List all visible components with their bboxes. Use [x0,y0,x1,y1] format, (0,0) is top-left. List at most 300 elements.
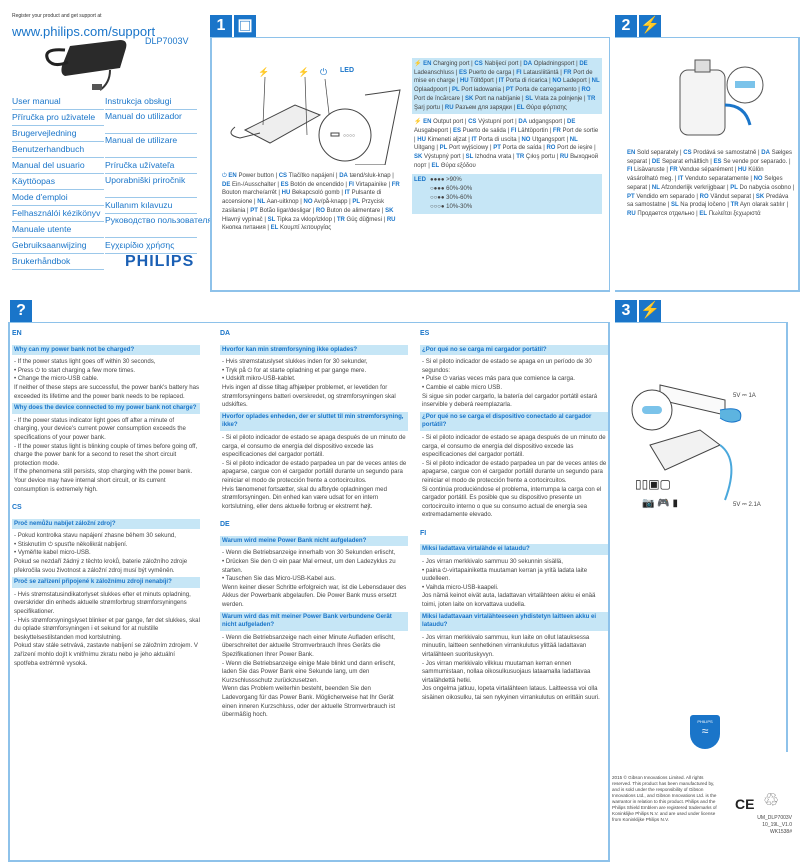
separator: | [380,207,386,214]
separator: | [460,154,466,161]
faq-question: ¿Por qué no se carga el dispositivo conectado al cargador portátil? [420,412,608,431]
translation: Ladeanschluss [414,69,455,76]
faq-question: Why does the device connected to my power bank not charge? [12,403,200,414]
faq-question: Miksi ladattavaan virtalähteeseen yhdistetyn laitteen akku ei lataudu? [420,612,608,631]
language-code: RU [444,104,454,111]
separator: | [756,150,762,156]
faq-answer-line: - Wenn die Betriebsanzeige nach einer Minute Aufladen erlischt, überschreitet der aktuelle Stromverbrauch Ihres Geräts die Spezifikationen Ihrer Power Bank. [222,633,395,658]
language-code: DE [567,119,576,126]
language-code: NL [569,136,578,143]
separator: | [547,78,553,85]
svg-text:📷 🎮 ▮: 📷 🎮 ▮ [642,498,678,509]
language-heading: DA [220,330,231,337]
charging-port-icon: ⚡ [414,61,424,67]
separator: | [447,87,452,94]
led-dots-icon: ○○○● [430,204,447,211]
led-level-label: 60%-90% [446,186,473,193]
language-code: TR [730,202,739,209]
language-code: PT [627,193,635,200]
faq-answer-line: - Si el piloto indicador de estado se apaga en un período de 30 segundos: [422,358,592,374]
charging-icon: ⚡ [639,15,661,37]
separator: | [541,145,547,152]
translation: Porta di uscita [478,136,517,143]
language-code: CS [468,119,477,126]
translation: Vrata za polnjenje [534,95,583,102]
language-link[interactable]: Uporabniški priročnik [105,174,197,198]
separator: | [784,202,789,209]
language-code: SL [465,154,474,161]
language-link[interactable]: User manual [12,94,104,110]
translation: Продается отдельно [637,210,695,217]
language-link[interactable]: Příručka pro uživatele [12,110,104,126]
separator: | [440,104,445,111]
translation: Selges separat [627,176,783,191]
translation: Aan-uitknop [266,199,299,206]
language-code: FI [348,181,354,188]
separator: | [386,181,392,188]
language-link[interactable]: Manual do utilizador [105,110,197,134]
separator: | [647,158,652,165]
translation: Nabíjecí port [484,61,519,67]
separator: | [343,181,349,188]
translation: Charging port [433,61,470,67]
translation: Botão ligar/desligar [259,207,311,214]
ce-mark: CE [735,796,755,812]
faq-question: Hvorfor kan min strømforsyning ikke oplades? [220,345,408,356]
language-code: RO [581,87,591,94]
separator: | [252,199,258,206]
language-code: EL [431,162,440,169]
translation: Ayrı olarak satılır [739,202,785,209]
language-heading: FI [420,529,427,537]
faq-answer-line: - Jos virran merkkivalo sammuu 30 sekunnin sisällä, [422,558,563,566]
separator: | [576,87,582,94]
translation: Lisävaruste [634,167,665,174]
separator: | [678,150,684,156]
led-level-label: 10%-30% [446,204,473,211]
language-code: TR [336,216,345,223]
led-legend [412,174,602,214]
translation: Πωλείται ξεχωριστά [708,210,761,217]
language-code: HU [459,78,469,85]
svg-text:⚡: ⚡ [258,67,270,77]
led-level-label: >90% [446,177,462,184]
translation: Prodává se samostatně [693,150,757,156]
faq-answer-line: • Vaihda micro-USB-kaapeli. [422,583,499,591]
separator: | [708,158,714,165]
faq-answer-line: - Hvis strømstatusindikatorlyset slukkes efter et minuts opladning, overskrider din enheds aktuelle strømforbrug strømforsyningens specifikationer. [14,590,191,616]
support-url[interactable]: www.philips.com/support [12,24,156,39]
separator: | [426,162,432,169]
separator: | [273,173,279,179]
language-code: IT [677,176,684,183]
separator: | [558,69,564,76]
language-link[interactable]: Mode d'emploi [12,190,104,206]
separator: | [463,119,469,126]
translation: Venduto separatamente [684,176,749,183]
faq-question: ¿Por qué no se carga mi cargador portátil? [420,345,608,356]
language-code: ES [713,158,722,165]
language-link[interactable]: Instrukcja obsługi [105,94,197,110]
faq-answer-line: - Wenn die Betriebsanzeige einige Male blinkt und dann erlischt, laden Sie das Power Bank eine Sekunde lang, um den Kurzschlussschutz zurückzusetzen. [222,659,396,684]
language-code: DE [222,181,231,188]
faq-question: Why can my power bank not be charged? [12,345,200,356]
separator: | [725,202,731,209]
translation: Do nabycia osobno [739,184,791,191]
separator: | [276,190,282,197]
faq-section-cs [12,504,200,668]
translation: Tlačítko napájení [288,173,335,179]
language-code: IT [498,78,505,85]
language-code: SK [385,207,394,214]
svg-text:○○○○: ○○○○ [343,133,356,139]
translation: Θύρα φόρτισης [526,104,567,111]
power-button-legend [222,172,402,233]
language-code: CS [683,150,692,156]
faq-answer-line: • Pulse ⏻ varias veces más para que comience la carga. [422,375,575,383]
separator: | [339,190,345,197]
faq-answer-line: Si continúa produciéndose el problema, interrumpa la carga con el cargador portátil. Es posible que su dispositivo presente un cortocircuito interno o que su consumo actual de energía sea extremadamente elevado. [422,485,602,519]
separator: | [564,136,570,143]
language-code: DA [339,173,348,179]
document-codes [740,815,792,836]
translation: Bekapcsoló gomb [291,190,340,197]
translation: Buton de alimentare [326,207,381,214]
separator: | [331,216,337,223]
language-code: EL [699,210,708,217]
led-level-row [430,185,472,194]
faq-question: Proč se zařízení připojené k záložnímu zdroji nenabíjí? [12,577,200,588]
language-code: NO [753,176,763,183]
language-link[interactable]: Руководство пользователя [105,214,197,238]
translation: Töltőport [470,78,494,85]
output-spec-label: 5V ⎓ 2.1A [733,502,761,508]
separator: | [381,216,387,223]
separator: | [562,119,567,126]
language-code: SK [755,193,765,200]
translation: Na prodaj ločeno [680,202,726,209]
sold-separately-legend [627,149,795,219]
language-link[interactable]: Felhasználói kézikönyv [12,206,104,222]
language-link[interactable]: Manual del usuario [12,158,104,174]
separator: | [262,216,268,223]
faq-answer-line: - Hvis strømforsyningslyset blinker et par gange, før det slukkes, skal du oplade strømforsyningen i et sekund for at nulstille beskyttelsestilstanden mod kortslutning. [14,616,200,641]
step-number: 2 [615,15,637,37]
language-link[interactable]: Εγχειρίδιο χρήσης [105,238,197,254]
separator: | [666,202,671,209]
translation: Port wyjściowy [448,145,489,152]
faq-answer-line: Hvis fænomenet fortsætter, skal du afbryde opladningen med strømforsyningen. Din enhed kan være udsat for en intern kortslutning, eller dens aktuelle forbrug er ekstremt højt. [222,485,387,510]
faq-answer-line: If the phenomena still persists, stop charging with the power bank. Your device may have internal short circuit, or its current consumption is extremely high. [14,468,193,493]
separator: | [592,145,596,152]
translation: Кнопка питания [222,225,266,232]
step-number: 3 [615,300,637,322]
translation: Se vende por separado. [723,158,788,165]
doc-code: 10_19L_V1.0 [762,822,792,828]
faq-answer-line: Jos nämä keinot eivät auta, ladattavan virtalähteen akku ei enää toimi, joten laite on korvattava uudella. [422,592,596,609]
translation: Bouton marche/arrêt [222,190,277,197]
faq-answer-line: - Jos virran merkkivalo vilkkuu muutaman kerran ennen sammumistaan, nollaa oikosulkusuojaus lataamalla ladattavaa virtalähdettä hetki. [422,659,591,684]
philips-logo: PHILIPS [125,253,195,270]
faq-question: Warum wird meine Power Bank nicht aufgeladen? [220,536,408,547]
translation: Tipka za vklop/izklop [276,216,332,223]
translation: Kimeneti aljzat [427,136,467,143]
faq-answer-line: • Tryk på ⏻ for at starte opladning et par gange mere. [222,366,367,374]
language-link[interactable]: Príručka užívateľa [105,158,197,174]
faq-section-de [220,521,408,719]
translation: Virtapainike [355,181,387,188]
faq-answer-line: If neither of these steps are successful, the power bank's battery has exceeded its lifetime and the power bank needs to be replaced. [14,383,200,400]
separator: | [488,145,494,152]
svg-text:⚡: ⚡ [298,67,310,77]
language-code: EN [228,173,237,179]
led-level-row [430,176,472,185]
language-link[interactable]: Kullanım kılavuzu [105,198,197,214]
language-code: ES [280,181,289,188]
faq-header [10,300,32,322]
language-code: RU [627,210,636,217]
translation: Port de ieșire [557,145,593,152]
language-code: CS [474,61,483,67]
language-link[interactable]: Benutzerhandbuch [12,142,104,158]
led-legend-label: LED [414,177,426,184]
unbox-icon: ▣ [234,15,256,37]
shield-brand: PHILIPS [697,719,713,724]
translation: Port de mise en charge [414,69,593,85]
language-code: FI [516,69,522,76]
translation: Sold separately [637,150,679,156]
separator: | [673,176,678,183]
faq-question: Miksi ladattava virtalähde ei lataudu? [420,544,608,555]
language-code: SL [525,95,533,102]
separator: | [790,184,795,191]
faq-answer-line: Si sigue sin poder cargarlo, la batería del cargador portátil estará inservible y deberá reemplazarla. [422,392,598,409]
language-code: NL [651,184,660,191]
translation: Port de sortie [562,127,599,134]
power-icon: ⏻ [222,173,229,179]
language-heading: ES [420,330,430,337]
translation: Izhodna vrata [474,154,512,161]
translation: Ein-/Ausschalter [232,181,276,188]
separator: | [511,69,517,76]
faq-answer-line: - Hvis strømstatuslyset slukkes inden for 30 sekunder, [222,358,368,366]
separator: | [466,136,472,143]
faq-section-en [12,330,200,494]
separator: | [448,127,453,134]
translation: Vendido em separado [636,193,695,200]
language-code: DE [651,158,661,165]
separator: | [390,173,394,179]
power-icon: ⏻ [320,67,328,77]
separator: | [460,95,465,102]
language-link[interactable]: Brugervejledning [12,126,104,142]
translation: Hlavný vypínač [222,216,263,223]
language-code: DA [761,150,770,156]
language-code: PT [493,145,501,152]
translation: Şarj portu [414,104,441,111]
svg-text:▯▯▣▢: ▯▯▣▢ [635,477,671,491]
separator: | [469,61,475,67]
translation: Vendue séparément [679,167,733,174]
separator: | [751,193,756,200]
faq-answer-line: Wenn keiner dieser Schritte erfolgreich war, ist die Lebensdauer des Akkus der Powerbank abgelaufen. Die Power Bank muss ersetzt werden. [222,583,407,609]
language-code: RO [546,145,556,152]
language-heading: CS [12,504,22,512]
language-code: RO [699,193,709,200]
translation: Külön vásárolható meg. [627,167,764,183]
separator: | [245,207,251,214]
separator: | [574,61,580,67]
charging-port-legend [412,58,602,114]
legal-text: 2015 © Gibson Innovations Limited. All rights reserved. This product has been manufactured by, and is sold under the responsibility of Gibson Innovations Ltd., and Gibson Innovations Ltd. is the warrantor in relation to this product. Philips and the Philips Shield Emblem are registered trademarks of Koninklijke Philips N.V. and are used under license from Koninklijke Philips N.V. [612,775,717,822]
led-dots-icon: ●●●● [430,177,447,184]
faq-answer-line: • paina ⏻-virtapainiketta muutaman kerran ja yritä ladata laite uudelleen. [422,566,588,583]
input-spec-label: 5V ⎓ 1A [733,393,756,399]
language-link[interactable]: Käyttöopas [12,174,104,190]
translation: Ladeport [563,78,587,85]
language-code: IT [344,190,350,197]
language-code: HU [737,167,747,174]
language-code: RU [559,154,569,161]
faq-question: Hvorfor oplades enheden, der er sluttet til min strømforsyning, ikke? [220,412,408,431]
language-code: NL [257,199,266,206]
faq-answer-line: Hvis ingen af disse tiltag afhjælper problemet, er levetiden for strømforsyningens batteri overskredet, og strømforsyningen skal udskiftes. [222,383,396,409]
doc-code: WK1538# [770,829,792,835]
separator: | [787,158,791,165]
translation: Port de încărcare [414,95,461,102]
translation: Afzonderlijk verkrijgbaar [661,184,726,191]
faq-answer-line: • Vyměňte kabel micro-USB. [14,549,91,557]
language-heading: EN [12,330,22,337]
separator: | [500,87,506,94]
language-code: FR [669,167,678,174]
translation: Port na nabíjanie [474,95,521,102]
separator: | [414,136,418,143]
faq-answer-line: - Jos virran merkkivalo sammuu, kun laite on ollut latauksessa minuutin, laitteen senhetkinen virrankulutus ylittää ladattavan virtalähteen suorituskyvyn. [422,633,590,658]
power-bank-image [40,38,130,93]
separator: | [511,104,517,111]
translation: Разъем для зарядки [455,104,512,111]
separator: | [582,95,588,102]
language-code: HU [281,190,291,197]
translation: Výstupní port [478,119,514,126]
translation: Çıkış portu [525,154,555,161]
translation: Separat erhältlich [661,158,709,165]
language-code: DE [579,61,588,67]
language-link[interactable]: Manuale utente [12,222,104,238]
language-code: TR [587,95,596,102]
charger-illustration [665,45,775,145]
translation: Latausliitäntä [523,69,559,76]
translation: Pulsante di accensione [222,190,382,206]
faq-answer-line: • Press ⏻ to start charging a few more times. [14,366,136,374]
separator: | [518,61,524,67]
language-link[interactable]: Brukerhåndbok [12,254,104,270]
faq-section-es [420,330,608,520]
language-code: NO [521,136,531,143]
faq-answer-line: • Udskift mikro-USB-kablet. [222,375,296,383]
translation: Port ładowania [461,87,501,94]
separator: | [748,176,754,183]
led-dots-icon: ○○●● [430,195,447,202]
separator: | [664,167,670,174]
output-port-icon: ⚡ [414,119,424,126]
separator: | [733,167,738,174]
philips-shield-logo: PHILIPS ≈ [690,715,720,749]
language-code: DA [518,119,528,126]
language-code: FR [563,69,572,76]
language-code: ES [458,69,467,76]
panel-2-header [615,15,661,37]
language-code: EN [423,61,432,67]
doc-code: UM_DLP7003V [757,815,792,821]
faq-answer-line: • Drücken Sie den ⏻ ein paar Mal erneut, um den Ladezyklus zu starten. [222,558,396,574]
translation: Ausgabeport [414,127,449,134]
translation: Vândut separat [710,193,752,200]
faq-answer-line: • Change the micro-USB cable. [14,375,99,383]
language-link[interactable]: Gebruiksaanwijzing [12,238,104,254]
separator: | [334,173,340,179]
language-code: SL [670,202,679,209]
output-port-legend [412,116,602,172]
translation: Output port [433,119,464,126]
language-code: EN [627,150,636,156]
language-code: NL [591,78,600,85]
translation: Av/på-knapp [313,199,348,206]
separator: | [547,127,553,134]
language-code: IT [471,136,477,143]
translation: Power button [238,173,274,179]
language-code: ES [452,127,461,134]
separator: | [554,154,560,161]
translation: Porta de saída [502,145,542,152]
language-code: DA [523,61,533,67]
translation: Predáva sa samostatne [627,193,789,209]
led-level-label: 30%-60% [446,195,473,202]
device-charging-illustration [630,370,770,510]
language-code: EN [423,119,432,126]
language-code: FR [552,127,561,134]
translation: Κουμπί λειτουργίας [279,225,332,232]
language-code: NO [552,78,562,85]
separator: | [725,184,731,191]
faq-answer-line: • Stisknutím ⏻ spusťte několikrát nabíjení. [14,540,128,548]
separator: | [586,78,592,85]
language-code: SK [464,95,474,102]
translation: Oplaadpoort [414,87,448,94]
separator: | [347,199,353,206]
panel-1-header [210,15,256,37]
language-code: RO [315,207,325,214]
language-code: RU [386,216,396,223]
step-number: 1 [210,15,232,37]
faq-answer-line: - Wenn die Betriebsanzeige innerhalb von 30 Sekunden erlischt, [222,549,396,557]
faq-answer-line: - Si el piloto indicador de estado se apaga después de un minuto de carga, el consumo de energía del dispositivo excede las especificaciones del cargador portátil. [222,433,406,459]
separator: | [454,69,459,76]
separator: | [455,78,460,85]
separator: | [513,119,519,126]
separator: | [310,207,316,214]
language-link[interactable]: Manual de utilizare [105,134,197,158]
translation: Uitgang [414,145,435,152]
translation: Porta di ricarica [505,78,548,85]
faq-question: Proč nemůžu nabíjet záložní zdroj? [12,519,200,530]
translation: Opladningsport [533,61,575,67]
translation: Przycisk zasilania [222,199,385,214]
separator: | [516,136,522,143]
separator: | [275,181,281,188]
faq-answer-line: - If the power status light goes off within 30 seconds, [14,358,156,366]
